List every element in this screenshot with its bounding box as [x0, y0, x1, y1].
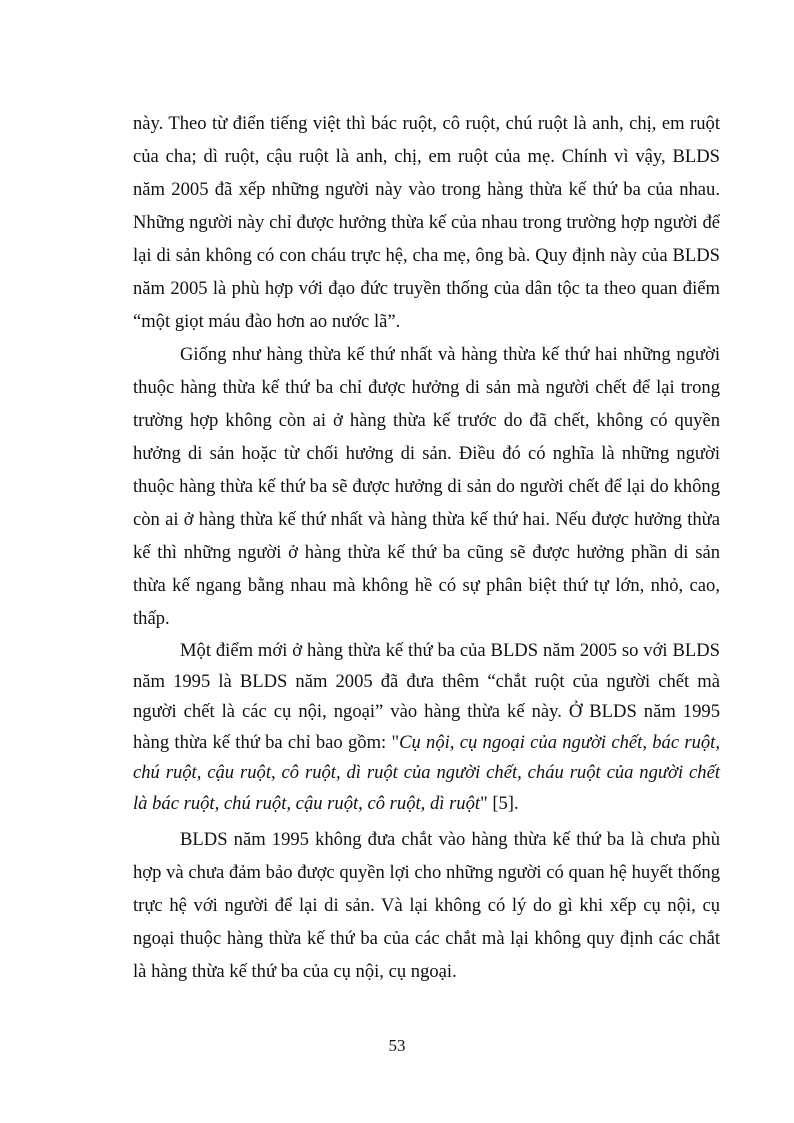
document-body [133, 107, 720, 988]
paragraph-2: Giống như hàng thừa kế thứ nhất và hàng thừa kế thứ hai những người thuộc hàng thừa kế thứ ba chỉ được hưởng di sản mà người chết để lại trong trường hợp không còn ai ở hàng thừa kế trước do đã chết, không có quyền hưởng di sản hoặc từ chối hưởng di sản. Điều đó có nghĩa là những người thuộc hàng thừa kế thứ ba sẽ được hưởng di sản do người chết để lại do không còn ai ở hàng thừa kế thứ nhất và hàng thừa kế thứ hai. Nếu được hưởng thừa kế thì những người ở hàng thừa kế thứ ba cũng sẽ được hưởng phần di sản thừa kế ngang bằng nhau mà không hề có sự phân biệt thứ tự lớn, nhỏ, cao, thấp. [133, 344, 720, 629]
page-number: 53 [388, 1036, 406, 1055]
quoted-legal-text: Cụ nội, cụ ngoại của người chết, bác ruột, chú ruột, cậu ruột, cô ruột, dì ruột của người chết, cháu ruột của người chết là bác ruột, chú ruột, cậu ruột, cô ruột, dì ruột [133, 731, 720, 814]
paragraph-3-text: Một điểm mới ở hàng thừa kế thứ ba của BLDS năm 2005 so với BLDS năm 1995 là BLDS năm 2005 đã đưa thêm “chắt ruột của người chết mà người chết là các cụ nội, ngoại” vào hàng thừa kế này. Ở BLDS năm 1995 hàng thừa kế thứ ba chỉ bao gồm: " [133, 640, 720, 753]
paragraph-3 [133, 636, 720, 819]
citation: " [5]. [480, 792, 519, 814]
paragraph-4: BLDS năm 1995 không đưa chắt vào hàng thừa kế thứ ba là chưa phù hợp và chưa đảm bảo được quyền lợi cho những người có quan hệ huyết thống trực hệ với người để lại di sản. Và lại không có lý do gì khi xếp cụ nội, cụ ngoại thuộc hàng thừa kế thứ ba của các chắt mà lại không quy định các chắt là hàng thừa kế thứ ba của cụ nội, cụ ngoại. [133, 829, 720, 982]
paragraph-1: này. Theo từ điển tiếng việt thì bác ruột, cô ruột, chú ruột là anh, chị, em ruột của cha; dì ruột, cậu ruột là anh, chị, em ruột của mẹ. Chính vì vậy, BLDS năm 2005 đã xếp những người này vào trong hàng thừa kế thứ ba của nhau. Những người này chỉ được hưởng thừa kế của nhau trong trường hợp người để lại di sản không có con cháu trực hệ, cha mẹ, ông bà. Quy định này của BLDS năm 2005 là phù hợp với đạo đức truyền thống của dân tộc ta theo quan điểm “một giọt máu đào hơn ao nước lã”. [133, 113, 720, 332]
